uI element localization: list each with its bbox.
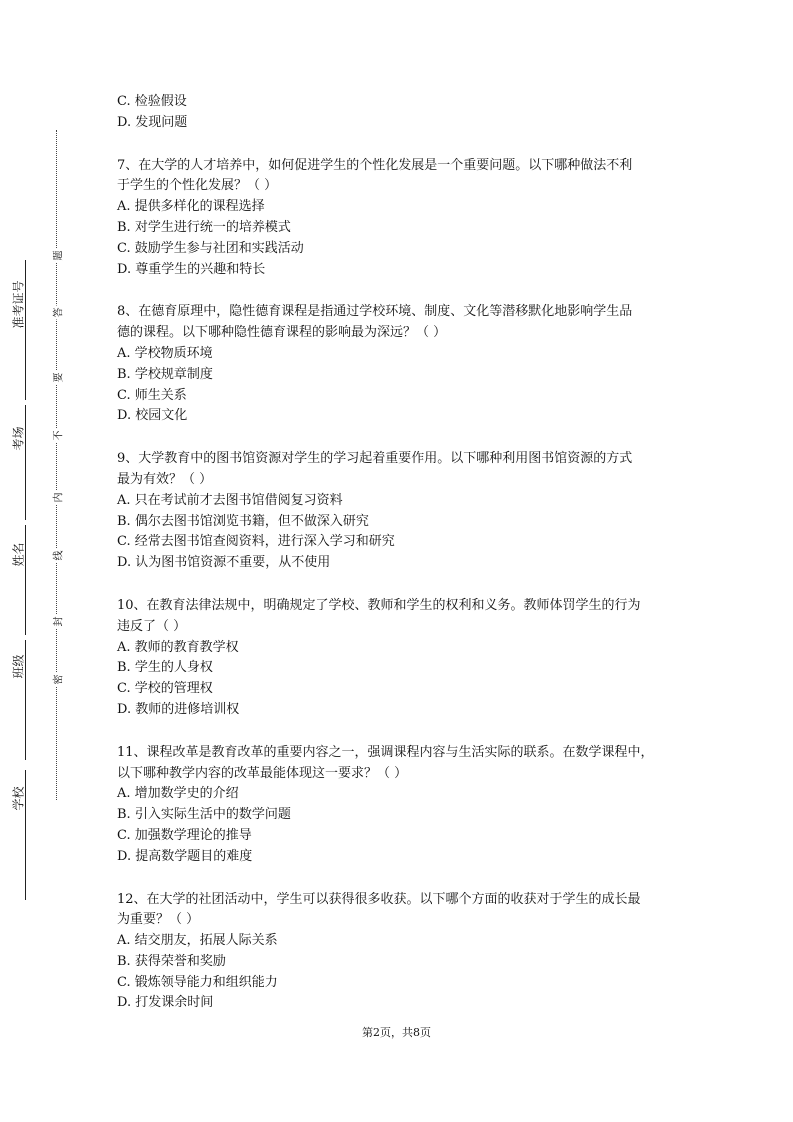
option-d: D. 教师的进修培训权 xyxy=(117,701,240,717)
question-text: 10、在教育法律法规中，明确规定了学校、教师和学生的权利和义务。教师体罚学生的行为 xyxy=(117,597,641,613)
question-7 xyxy=(117,156,677,281)
question-11 xyxy=(117,743,677,868)
question-text: 违反了（ ） xyxy=(117,618,187,634)
exam-room-label: 考场 xyxy=(11,426,26,451)
option-d: D. 尊重学生的兴趣和特长 xyxy=(117,261,266,277)
option-d: D. 认为图书馆资源不重要，从不使用 xyxy=(117,555,331,571)
class-label: 班级 xyxy=(11,654,26,679)
school-line xyxy=(25,770,26,900)
seal-char: 密 xyxy=(50,673,65,687)
option-b: B. 对学生进行统一的培养模式 xyxy=(117,219,291,235)
page-footer: 第2页，共8页 xyxy=(362,1026,431,1039)
option-b: B. 偶尔去图书馆浏览书籍，但不做深入研究 xyxy=(117,513,369,529)
binding-margin xyxy=(0,120,30,820)
option-d: D. 发现问题 xyxy=(117,114,188,130)
option-c: C. 检验假设 xyxy=(117,94,187,109)
seal-char: 内 xyxy=(50,491,65,505)
option-c: C. 经常去图书馆查阅资料，进行深入学习和研究 xyxy=(117,534,395,550)
option-c: C. 锻炼领导能力和组织能力 xyxy=(117,974,278,990)
question-text: 11、课程改革是教育改革的重要内容之一，强调课程内容与生活实际的联系。在数学课程中， xyxy=(117,744,654,760)
question-12 xyxy=(117,890,677,1015)
option-b: B. 获得荣誉和奖励 xyxy=(117,953,226,969)
school-label: 学校 xyxy=(11,786,26,811)
option-a: A. 结交朋友，拓展人际关系 xyxy=(117,933,278,949)
exam-number-label: 准考证号 xyxy=(11,280,26,329)
question-8 xyxy=(117,302,677,427)
question-text: 9、大学教育中的图书馆资源对学生的学习起着重要作用。以下哪种利用图书馆资源的方式 xyxy=(117,451,633,467)
option-c: C. 加强数学理论的推导 xyxy=(117,827,252,843)
question-text: 最为有效？（ ） xyxy=(117,471,213,487)
question-9 xyxy=(117,449,677,574)
option-d: D. 校园文化 xyxy=(117,408,188,424)
exam-number-line xyxy=(25,260,26,400)
option-b: B. 引入实际生活中的数学问题 xyxy=(117,807,291,823)
name-line xyxy=(25,525,26,635)
exam-room-line xyxy=(25,405,26,520)
seal-char: 答 xyxy=(50,306,65,320)
seal-char: 不 xyxy=(50,429,65,443)
option-c: C. 学校的管理权 xyxy=(117,681,213,697)
name-label: 姓名 xyxy=(11,542,26,567)
question-text: 为重要？（ ） xyxy=(117,912,200,928)
option-a: A. 学校物质环境 xyxy=(117,345,213,361)
option-d: D. 提高数学题目的难度 xyxy=(117,848,253,864)
seal-char: 题 xyxy=(50,249,65,263)
option-b: B. 学生的人身权 xyxy=(117,660,213,676)
question-text: 德的课程。以下哪种隐性德育课程的影响最为深远？（ ） xyxy=(117,325,447,341)
option-c: C. 师生关系 xyxy=(117,387,187,403)
option-a: A. 只在考试前才去图书馆借阅复习资料 xyxy=(117,492,343,508)
question-text: 12、在大学的社团活动中，学生可以获得很多收获。以下哪个方面的收获对于学生的成长最 xyxy=(117,891,641,907)
option-a: A. 增加数学史的介绍 xyxy=(117,786,239,802)
seal-char: 要 xyxy=(50,371,65,385)
seal-char: 封 xyxy=(50,615,65,629)
question-text: 7、在大学的人才培养中，如何促进学生的个性化发展是一个重要问题。以下哪种做法不利 xyxy=(117,157,633,173)
option-a: A. 教师的教育教学权 xyxy=(117,639,239,655)
question-text: 于学生的个性化发展？（ ） xyxy=(117,178,278,194)
previous-question-options xyxy=(117,92,677,134)
option-d: D. 打发课余时间 xyxy=(117,995,214,1011)
seal-dotted-line xyxy=(56,130,57,800)
class-line xyxy=(25,640,26,760)
option-c: C. 鼓励学生参与社团和实践活动 xyxy=(117,240,304,256)
exam-content xyxy=(117,92,677,1014)
question-text: 以下哪种教学内容的改革最能体现这一要求？（ ） xyxy=(117,765,408,781)
question-10 xyxy=(117,596,677,721)
option-b: B. 学校规章制度 xyxy=(117,366,213,382)
question-text: 8、在德育原理中，隐性德育课程是指通过学校环境、制度、文化等潜移默化地影响学生品 xyxy=(117,304,633,320)
option-a: A. 提供多样化的课程选择 xyxy=(117,199,265,215)
seal-char: 线 xyxy=(50,549,65,563)
